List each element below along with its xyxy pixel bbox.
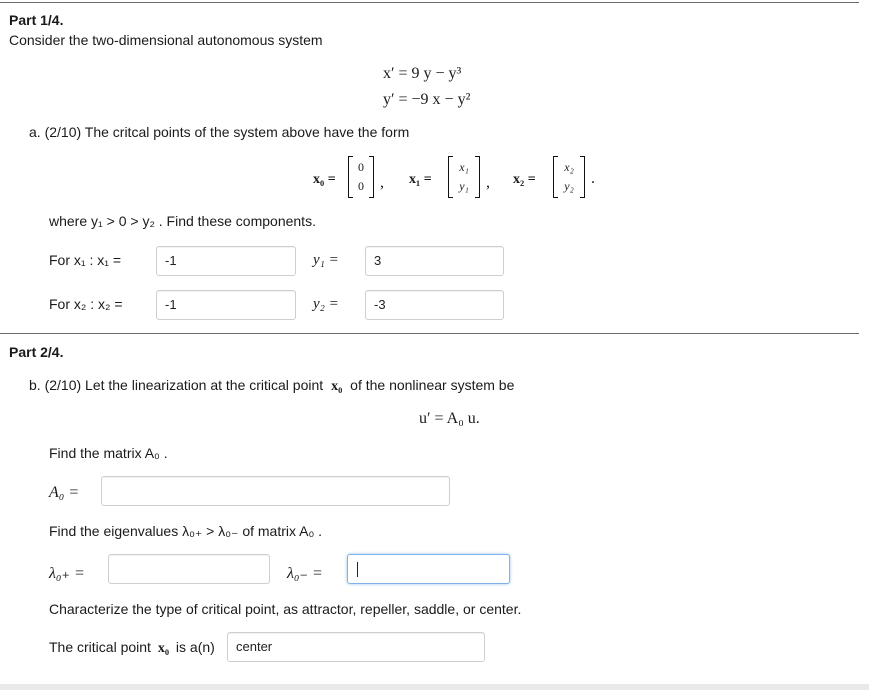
- cp-pre: The critical point: [49, 639, 151, 655]
- equation-y-prime: y′ = −9 x − y²: [383, 91, 471, 108]
- lambda-plus-label: λ₀₊ =: [49, 565, 85, 582]
- lambda-minus-input[interactable]: [347, 554, 510, 584]
- where-text: where y₁ > 0 > y₂ . Find these components.: [49, 213, 316, 229]
- question-a: a. (2/10) The critcal points of the system above have the form: [29, 124, 410, 140]
- part2-title: Part 2/4.: [9, 344, 64, 360]
- characterize-text: Characterize the type of critical point, as attractor, repeller, saddle, or center.: [49, 601, 522, 617]
- lambda-plus-input[interactable]: [108, 554, 270, 584]
- lambda-minus-label: λ₀₋ =: [287, 565, 323, 582]
- comma-1: ,: [380, 174, 384, 191]
- question-b: [29, 377, 514, 395]
- x0-vector: [348, 156, 374, 198]
- x1-vector: [448, 156, 480, 198]
- critical-point-type-input[interactable]: center: [227, 632, 485, 662]
- x0-vec-bottom: 0: [358, 179, 364, 193]
- x0-vec-top: 0: [358, 160, 364, 174]
- x0-label: x₀ =: [313, 172, 336, 187]
- x1-label: x₁ =: [409, 172, 432, 187]
- linearization-equation: u′ = A₀ u.: [419, 410, 480, 427]
- a0-label: A₀ =: [49, 484, 80, 501]
- bottom-bar: [0, 684, 869, 690]
- equation-x-prime: x′ = 9 y − y³: [383, 65, 462, 82]
- row1-label: For x₁ : x₁ =: [49, 252, 122, 268]
- cp-post: is a(n): [175, 639, 215, 655]
- x2-vec-top: x₂: [564, 160, 574, 174]
- y1-input[interactable]: 3: [365, 246, 504, 276]
- comma-2: ,: [486, 174, 490, 191]
- question-b-x0: x₀: [331, 379, 343, 394]
- part1-top-rule: [0, 2, 859, 3]
- text-caret: [357, 562, 358, 577]
- period: .: [591, 170, 595, 187]
- critical-point-sentence: [49, 639, 215, 657]
- a0-matrix-input[interactable]: [101, 476, 450, 506]
- part1-title: Part 1/4.: [9, 12, 64, 28]
- x1-vec-top: x₁: [459, 160, 469, 174]
- find-eigenvalues-text: Find the eigenvalues λ₀₊ > λ₀₋ of matrix A₀ .: [49, 523, 323, 539]
- x2-vec-bottom: y₂: [564, 179, 574, 193]
- x2-vector: [553, 156, 585, 198]
- find-matrix-text: Find the matrix A₀ .: [49, 445, 168, 461]
- x1-input[interactable]: -1: [156, 246, 296, 276]
- part1-intro: Consider the two-dimensional autonomous system: [9, 32, 323, 48]
- question-b-pre: b. (2/10) Let the linearization at the critical point: [29, 377, 324, 393]
- row2-label: For x₂ : x₂ =: [49, 296, 123, 312]
- question-b-post: of the nonlinear system be: [350, 377, 515, 393]
- x1-vec-bottom: y₁: [459, 179, 469, 193]
- y2-label: y₂ =: [313, 296, 339, 312]
- y2-input[interactable]: -3: [365, 290, 504, 320]
- cp-x0: x₀: [157, 641, 170, 656]
- y1-label: y₁ =: [313, 252, 339, 268]
- x2-input[interactable]: -1: [156, 290, 296, 320]
- x2-label: x₂ =: [513, 172, 536, 187]
- part2-top-rule: [0, 333, 859, 334]
